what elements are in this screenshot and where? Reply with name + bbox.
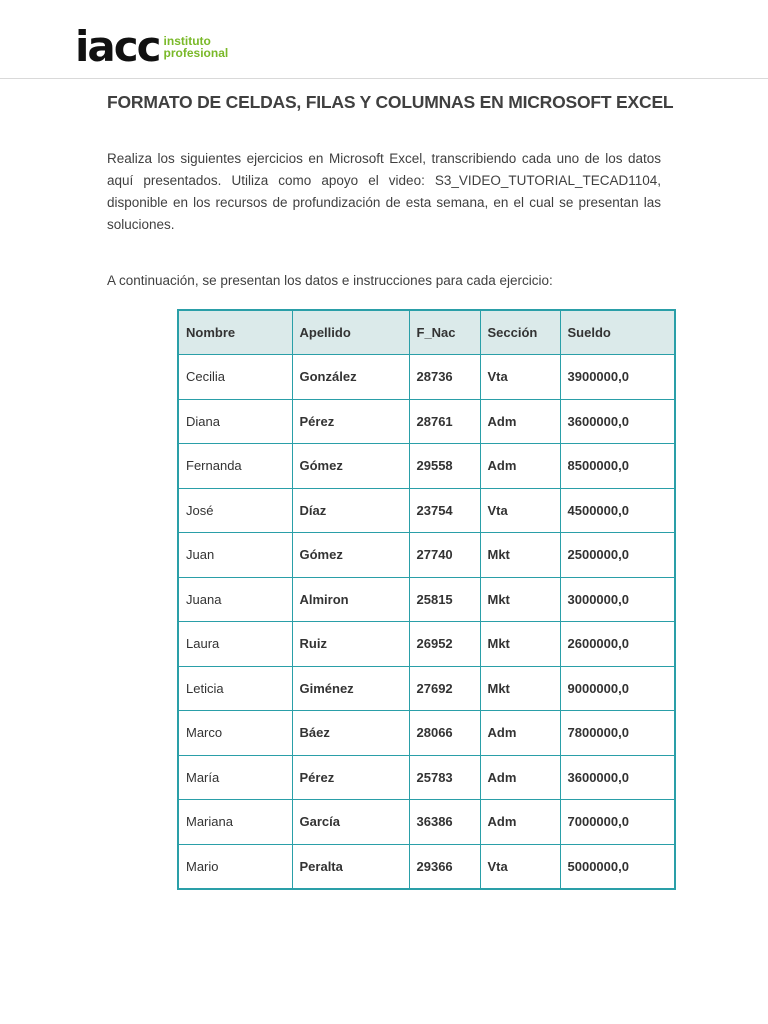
table-row	[178, 622, 675, 667]
cell-seccion: Mkt	[480, 533, 560, 578]
cell-apellido: Pérez	[292, 755, 409, 800]
logo-mark: iacc	[75, 22, 160, 71]
cell-nombre: Leticia	[178, 666, 292, 711]
cell-sueldo: 3600000,0	[560, 755, 675, 800]
document-title: FORMATO DE CELDAS, FILAS Y COLUMNAS EN MICROSOFT EXCEL	[107, 92, 674, 112]
cell-apellido: Gómez	[292, 533, 409, 578]
cell-nombre: Juan	[178, 533, 292, 578]
cell-sueldo: 5000000,0	[560, 844, 675, 889]
cell-sueldo: 2600000,0	[560, 622, 675, 667]
cell-nombre: Cecilia	[178, 355, 292, 400]
cell-seccion: Adm	[480, 800, 560, 845]
table-row	[178, 533, 675, 578]
table-row	[178, 488, 675, 533]
header-apellido: Apellido	[292, 310, 409, 355]
table-row	[178, 711, 675, 756]
table-header-row	[178, 310, 675, 355]
cell-sueldo: 7000000,0	[560, 800, 675, 845]
cell-apellido: Díaz	[292, 488, 409, 533]
cell-nombre: Diana	[178, 399, 292, 444]
cell-sueldo: 3000000,0	[560, 577, 675, 622]
table-row	[178, 755, 675, 800]
cell-apellido: Gómez	[292, 444, 409, 489]
cell-sueldo: 9000000,0	[560, 666, 675, 711]
employee-table	[177, 309, 676, 890]
cell-fnac: 25815	[409, 577, 480, 622]
cell-seccion: Adm	[480, 444, 560, 489]
cell-sueldo: 4500000,0	[560, 488, 675, 533]
cell-nombre: Fernanda	[178, 444, 292, 489]
cell-nombre: José	[178, 488, 292, 533]
cell-seccion: Adm	[480, 399, 560, 444]
cell-apellido: Peralta	[292, 844, 409, 889]
cell-nombre: Juana	[178, 577, 292, 622]
cell-sueldo: 8500000,0	[560, 444, 675, 489]
intro-paragraph: Realiza los siguientes ejercicios en Microsoft Excel, transcribiendo cada uno de los datos aquí presentados. Utiliza como apoyo el video: S3_VIDEO_TUTORIAL_TECAD1104, disponible en los recursos de profundización de esta semana, en el cual se presentan las soluciones.	[107, 151, 661, 232]
cell-sueldo: 3600000,0	[560, 399, 675, 444]
cell-nombre: Mario	[178, 844, 292, 889]
cell-fnac: 27740	[409, 533, 480, 578]
cell-fnac: 28761	[409, 399, 480, 444]
header-nombre: Nombre	[178, 310, 292, 355]
cell-apellido: González	[292, 355, 409, 400]
cell-seccion: Adm	[480, 755, 560, 800]
table-row	[178, 577, 675, 622]
cell-seccion: Mkt	[480, 622, 560, 667]
cell-apellido: Báez	[292, 711, 409, 756]
cell-apellido: Ruiz	[292, 622, 409, 667]
cell-apellido: Giménez	[292, 666, 409, 711]
cell-seccion: Vta	[480, 488, 560, 533]
instructions-paragraph: A continuación, se presentan los datos e instrucciones para cada ejercicio:	[107, 273, 553, 288]
cell-fnac: 36386	[409, 800, 480, 845]
cell-fnac: 23754	[409, 488, 480, 533]
header-fnac: F_Nac	[409, 310, 480, 355]
cell-fnac: 26952	[409, 622, 480, 667]
cell-seccion: Mkt	[480, 577, 560, 622]
iacc-logo	[75, 22, 229, 71]
table-row	[178, 800, 675, 845]
cell-nombre: Mariana	[178, 800, 292, 845]
cell-nombre: María	[178, 755, 292, 800]
cell-fnac: 28066	[409, 711, 480, 756]
cell-nombre: Marco	[178, 711, 292, 756]
cell-sueldo: 7800000,0	[560, 711, 675, 756]
cell-fnac: 28736	[409, 355, 480, 400]
cell-seccion: Vta	[480, 355, 560, 400]
table-row	[178, 666, 675, 711]
table-row	[178, 444, 675, 489]
table-row	[178, 399, 675, 444]
cell-fnac: 25783	[409, 755, 480, 800]
cell-fnac: 27692	[409, 666, 480, 711]
cell-apellido: Almiron	[292, 577, 409, 622]
cell-sueldo: 2500000,0	[560, 533, 675, 578]
logo-subtitle	[164, 35, 229, 59]
cell-seccion: Vta	[480, 844, 560, 889]
cell-apellido: Pérez	[292, 399, 409, 444]
cell-apellido: García	[292, 800, 409, 845]
cell-sueldo: 3900000,0	[560, 355, 675, 400]
logo-line-2: profesional	[163, 46, 229, 60]
logo-line-1: instituto	[163, 34, 211, 48]
header-seccion: Sección	[480, 310, 560, 355]
cell-nombre: Laura	[178, 622, 292, 667]
table-row	[178, 844, 675, 889]
cell-fnac: 29366	[409, 844, 480, 889]
cell-fnac: 29558	[409, 444, 480, 489]
cell-seccion: Adm	[480, 711, 560, 756]
table-row	[178, 355, 675, 400]
page-header	[0, 0, 768, 79]
header-sueldo: Sueldo	[560, 310, 675, 355]
cell-seccion: Mkt	[480, 666, 560, 711]
